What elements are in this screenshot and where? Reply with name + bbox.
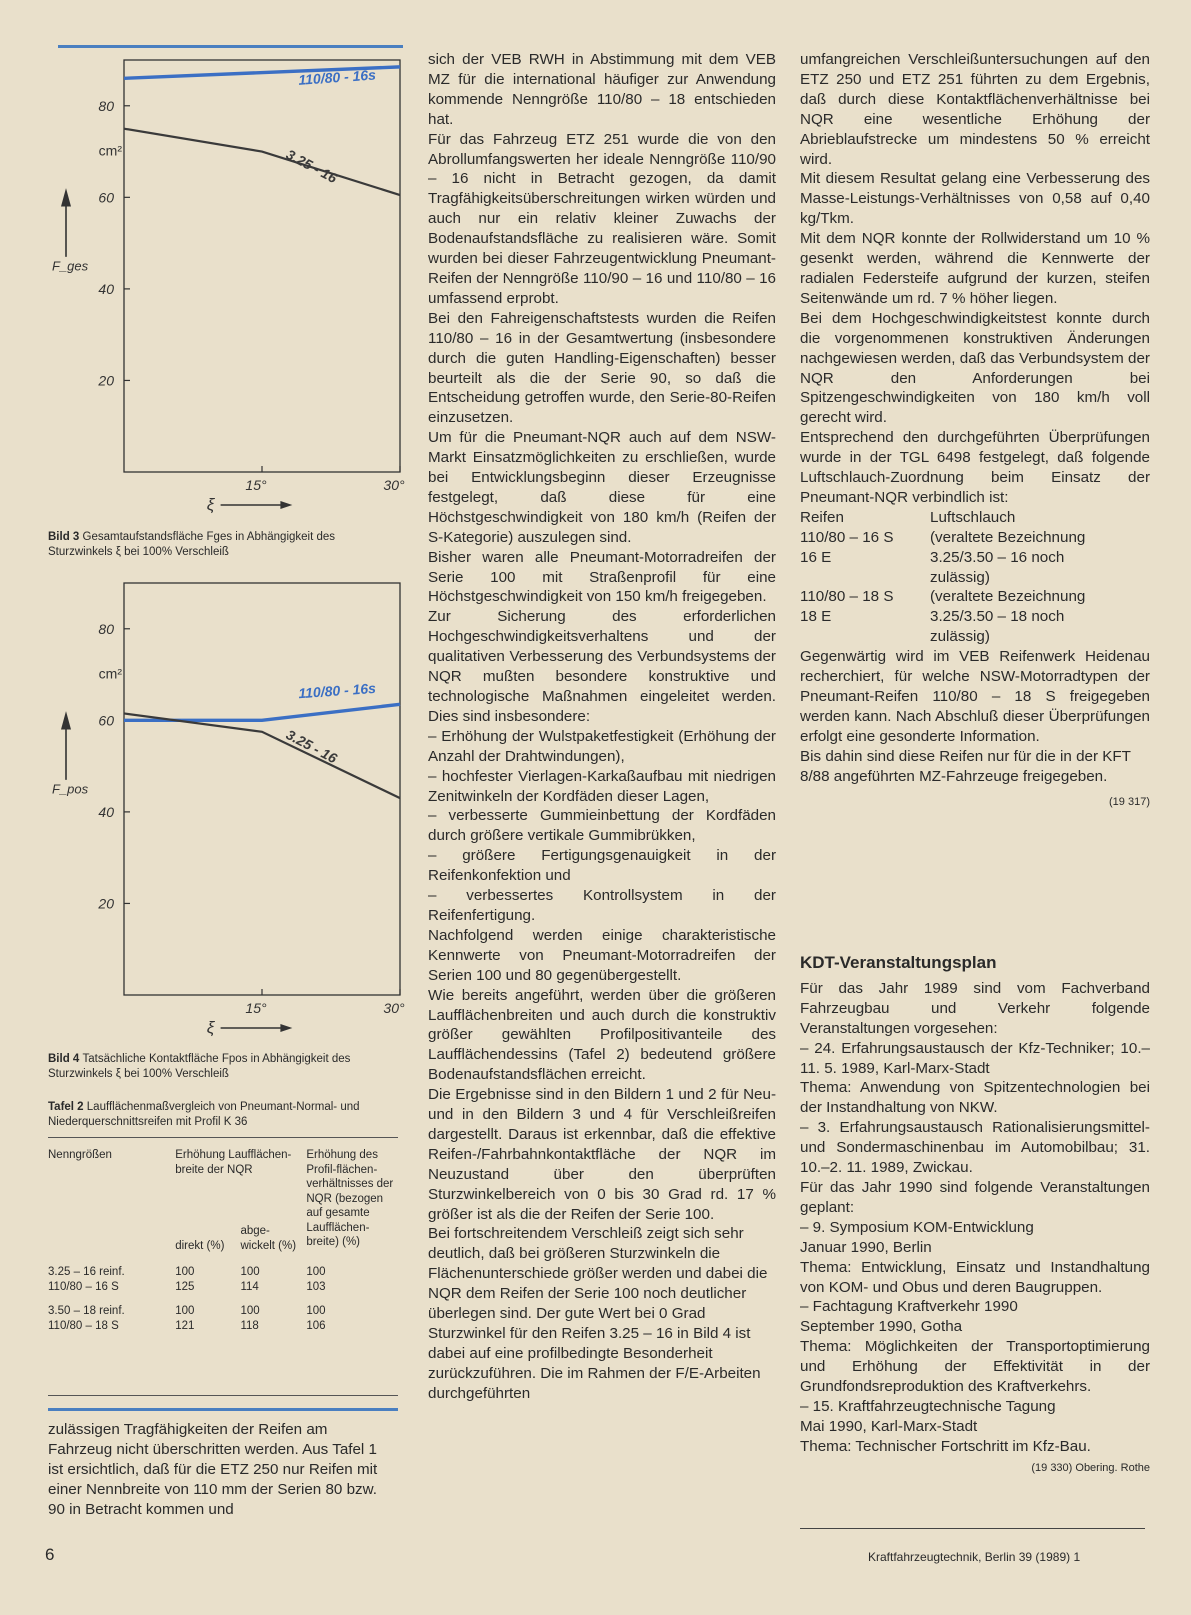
- col2-paragraph: Zur Sicherung des erforderlichen Hochgeschwindigkeitsverhaltens und der qualitativen Verbesserung des Verbundsystems der NQR mußten besondere konstruktive und technologische Maßnahmen eingeleitet werden. Dies sind insbesondere:: [428, 608, 776, 725]
- y-tick-label: 80: [98, 620, 114, 637]
- series-label: 110/80 - 16s: [297, 679, 377, 702]
- kdt-event: – 9. Symposium KOM-Entwicklung: [800, 1218, 1034, 1236]
- col1-paragraph: zulässigen Tragfähigkeiten der Reifen am Fahrzeug nicht überschritten werden. Aus Tafel 1 ist ersichtlich, daß für die ETZ 250 nur Reifen mit einer Nennbreite von 110 mm der Serien 80 bzw. 90 in Betracht kommen und: [48, 1421, 378, 1518]
- table2-title-text: Laufflächenmaßvergleich von Pneumant-Normal- und Niederquerschnittsreifen mit Profil K 36: [48, 1101, 360, 1128]
- table2-row-spacer: [48, 1294, 398, 1304]
- kdt-event: – 15. Kraftfahrzeugtechnische Tagung: [800, 1397, 1056, 1415]
- table2-header-direkt: direkt (%): [175, 1239, 225, 1252]
- col3-paragraph: Bis dahin sind diese Reifen nur für die in der KFT 8/88 angeführten MZ-Fahrzeuge freigegeben.: [800, 747, 1131, 785]
- assign-tube: 3.25/3.50 – 16 noch: [930, 548, 1065, 566]
- col3-paragraph: Mit dem NQR konnte der Rollwiderstand um 10 % gesenkt werden, während die Kennwerte der radialen Federsteife aufgrund der kurzen, steifen Seitenwände um rd. 7 % höher liegen.: [800, 230, 1150, 307]
- y-tick-label: 60: [98, 189, 114, 206]
- column-3: [800, 50, 1150, 812]
- x-axis-arrowhead: [280, 501, 292, 509]
- kdt-paragraph: Für das Jahr 1989 sind vom Fachverband Fahrzeugbau und Verkehr folgende Veranstaltungen vorgesehen:: [800, 979, 1150, 1037]
- table2-blue-rule: [48, 1408, 398, 1411]
- col2-list-item: – Erhöhung der Wulstpaketfestigkeit (Erhöhung der Anzahl der Drahtwindungen),: [428, 727, 776, 765]
- y-unit-label: cm²: [98, 142, 122, 159]
- table2-cell: 100: [306, 1305, 326, 1317]
- x-axis-arrowhead: [280, 1024, 292, 1032]
- kdt-event: – 24. Erfahrungsaustausch der Kfz-Techniker; 10.–11. 5. 1989, Karl-Marx-Stadt: [800, 1039, 1150, 1077]
- kdt-title: KDT-Veranstaltungsplan: [800, 953, 997, 972]
- col3-paragraph: Gegenwärtig wird im VEB Reifenwerk Heidenau recherchiert, für welche NSW-Motorradtypen der Pneumant-Reifen 110/80 – 18 S freigegeben werden kann. Nach Abschluß dieser Überprüfungen erfolgt eine gesonderte Information.: [800, 648, 1150, 745]
- assign-tube: (veraltete Bezeichnung: [930, 588, 1086, 606]
- series-label: 3.25 - 16: [283, 726, 340, 767]
- table2-cell: 100: [240, 1305, 260, 1317]
- column-2: [428, 50, 776, 1404]
- fig4-caption-label: Bild 4: [48, 1053, 80, 1065]
- table2-header-nenngroessen: Nenngrößen: [48, 1149, 112, 1161]
- table2-cell: 100: [306, 1266, 326, 1278]
- top-blue-rule: [58, 45, 403, 48]
- plot-frame: [124, 583, 400, 995]
- x-tick-label: 30°: [383, 1000, 405, 1016]
- fig3-caption-text: Gesamtaufstandsfläche Fges in Abhängigkeit des Sturzwinkels ξ bei 100% Verschleiß: [48, 531, 336, 558]
- y-axis-arrowhead: [61, 188, 71, 206]
- y-tick-label: 20: [98, 372, 114, 389]
- x-axis-label: ξ: [206, 1018, 215, 1037]
- table2-cell: 106: [306, 1319, 326, 1332]
- x-axis-label: ξ: [206, 495, 215, 514]
- kdt-ref: (19 330) Obering. Rothe: [1031, 1461, 1150, 1474]
- kdt-event-date: Januar 1990, Berlin: [800, 1238, 932, 1256]
- fig3-caption-label: Bild 3: [48, 531, 80, 543]
- plot-frame: [124, 60, 400, 472]
- y-axis-label: F_ges: [52, 258, 89, 274]
- column-1-tail: [48, 1420, 394, 1520]
- col2-paragraph: Für das Fahrzeug ETZ 251 wurde die von den Abrollumfangswerten her ideale Nenngröße 110/90 – 16 nicht in Betracht gezogen, da damit Tragfähigkeitsüberschreitungen wirken würden und auch nur ein relativ kleiner Zuwachs der Bodenaufstandsfläche zu realisieren wäre. Somit wurden bei dieser Fahrzeugentwicklung Pneumant-Reifen der Nenngröße 110/90 – 16 und 110/80 – 16 umfassend erprobt.: [428, 130, 776, 307]
- col2-paragraph: Um für die Pneumant-NQR auch auf dem NSW-Markt Einsatzmöglichkeiten zu erschließen, wurde bei Entwicklungsbeginn dieser Erzeugnisse festgelegt, daß diese für eine Höchstgeschwindigkeit von 180 km/h (Reifen der S-Kategorie) auszulegen sind.: [428, 429, 776, 546]
- assign-tube: (veraltete Bezeichnung: [930, 528, 1086, 546]
- y-tick-label: 40: [98, 803, 114, 820]
- kdt-event: – Fachtagung Kraftverkehr 1990: [800, 1298, 1018, 1316]
- table2-row: [48, 1304, 398, 1319]
- col3-ref: (19 317): [1109, 795, 1150, 808]
- fig4-caption: [48, 1052, 398, 1082]
- series-line-serie100: [124, 713, 400, 798]
- fig3-caption: [48, 530, 398, 560]
- table2-row: [48, 1319, 398, 1334]
- x-tick-label: 15°: [245, 1000, 267, 1016]
- kdt-event-date: September 1990, Gotha: [800, 1318, 963, 1336]
- kdt-event-topic: Thema: Technischer Fortschritt im Kfz-Bau.: [800, 1437, 1091, 1455]
- assign-tire: 110/80 – 18 S: [800, 588, 894, 606]
- table2-cell: 103: [306, 1280, 326, 1293]
- table2-row: [48, 1265, 398, 1280]
- col3-paragraph: umfangreichen Verschleißuntersuchungen auf den ETZ 250 und ETZ 251 führten zu dem Ergebnis, daß durch diese Kontaktflächenverhältnisse bei NQR eine wesentliche Erhöhung der Abrieblaufstrecke um mindestens 50 % erreicht wird.: [800, 51, 1150, 168]
- tube-assignment: [800, 508, 1150, 647]
- table2-bottom-rule: [48, 1395, 398, 1396]
- assign-tire: 18 E: [800, 608, 832, 626]
- table2-header-abgewickelt: abge-wickelt (%): [240, 1225, 297, 1252]
- col3-paragraph: Entsprechend den durchgeführten Überprüfungen wurde in der TGL 6498 festgelegt, daß folgende Luftschlauch-Zuordnung beim Einsatz der Pneumant-NQR verbindlich ist:: [800, 429, 1150, 506]
- chart-bild3: [40, 52, 410, 522]
- table2-cell: 125: [175, 1280, 195, 1293]
- table2-cell: 100: [240, 1266, 260, 1278]
- table2-cell: 114: [240, 1280, 259, 1293]
- col3-paragraph: Mit diesem Resultat gelang eine Verbesserung des Masse-Leistungs-Verhältnisses von 0,58 auf 0,40 kg/Tkm.: [800, 170, 1150, 228]
- table2-cell: 3.50 – 18 reinf.: [48, 1305, 125, 1317]
- assign-header-reifen: Reifen: [800, 508, 844, 526]
- y-tick-label: 80: [98, 97, 114, 114]
- table2-cell: 100: [175, 1305, 195, 1317]
- kdt-section: [800, 953, 1150, 1479]
- fig4-caption-text: Tatsächliche Kontaktfläche Fpos in Abhängigkeit des Sturzwinkels ξ bei 100% Verschleiß: [48, 1053, 351, 1080]
- col2-list-item: – hochfester Vierlagen-Karkaßaufbau mit niedrigen Zenitwinkeln der Kordfäden dieser Lagen,: [428, 767, 776, 805]
- journal-footer: Kraftfahrzeugtechnik, Berlin 39 (1989) 1: [868, 1550, 1081, 1564]
- col2-list-item: – verbessertes Kontrollsystem in der Reifenfertigung.: [428, 887, 776, 924]
- kdt-event-date: Mai 1990, Karl-Marx-Stadt: [800, 1417, 978, 1435]
- table2-row: [48, 1280, 398, 1295]
- table2-cell: 110/80 – 16 S: [48, 1280, 119, 1293]
- col3-paragraph: Bei dem Hochgeschwindigkeitstest konnte durch die vorgenommenen konstruktiven Änderungen nachgewiesen werden, daß das Verbundsystem der NQR den Anforderungen bei Spitzengeschwindigkeiten von 180 km/h voll gerecht wird.: [800, 309, 1150, 427]
- table2-cell: 110/80 – 18 S: [48, 1319, 119, 1332]
- table2-header-laufflaechenbreite: Erhöhung Laufflächen-breite der NQR: [175, 1149, 292, 1176]
- assign-tube: zulässig): [930, 628, 990, 646]
- assign-header-luftschlauch: Luftschlauch: [930, 508, 1016, 526]
- col2-list-item: – verbesserte Gummieinbettung der Kordfäden durch größere vertikale Gummibrükken,: [428, 807, 776, 845]
- table2-cell: 3.25 – 16 reinf.: [48, 1266, 125, 1278]
- series-label: 110/80 - 16s: [297, 66, 377, 88]
- table2: [48, 1148, 398, 1333]
- table2-title: [48, 1100, 398, 1130]
- series-line-serie100: [124, 129, 400, 195]
- kdt-event-topic: Thema: Entwicklung, Einsatz und Instandhaltung von KOM- und Obus und deren Baugruppen.: [800, 1258, 1150, 1296]
- col2-paragraph: Bei fortschreitendem Verschleiß zeigt sich sehr deutlich, daß bei größeren Sturzwinkeln die Flächenunterschiede größer werden und dabei die NQR dem Reifen der Serie 100 noch deutlicher überlegen sind. Der gute Wert bei 0 Grad Sturzwinkel für den Reifen 3.25 – 16 in Bild 4 ist dabei auf eine profilbedingte Besonderheit zurückzuführen. Die im Rahmen der F/E-Arbeiten durchgeführten: [428, 1225, 768, 1402]
- col2-paragraph: Die Ergebnisse sind in den Bildern 1 und 2 für Neu- und in den Bildern 3 und 4 für Verschleißreifen dargestellt. Daraus ist erkennbar, daß die effektive Reifen-/Fahrbahnkontaktfläche der NQR im Neuzustand über den überprüften Sturzwinkelbereich von 0 bis 30 Grad rd. 17 % größer ist als die der Reifen der Serie 100.: [428, 1086, 776, 1223]
- y-tick-label: 20: [98, 895, 114, 912]
- table2-header-row: [48, 1148, 398, 1177]
- kdt-event-topic: Thema: Möglichkeiten der Transportoptimierung und Erhöhung der Effektivität in der Grundfondsreproduktion des Kraftverkehrs.: [800, 1338, 1150, 1396]
- col2-paragraph: sich der VEB RWH in Abstimmung mit dem VEB MZ für die international häufiger zur Anwendung kommende Nenngröße 110/80 – 18 entschieden hat.: [428, 51, 776, 128]
- y-tick-label: 60: [98, 712, 114, 729]
- assign-tube: zulässig): [930, 568, 990, 586]
- col2-paragraph: Nachfolgend werden einige charakteristische Kennwerte von Pneumant-Motorradreifen der Serien 100 und 80 gegenübergestellt.: [428, 926, 776, 984]
- col2-paragraph: Wie bereits angeführt, werden über die größeren Laufflächenbreiten und auch durch die konstruktiv größer gewählten Profilpositivanteile des Laufflächendessins (Tafel 2) bedeutend größere Bodenaufstandsflächen erreicht.: [428, 986, 776, 1084]
- kdt-bottom-rule: [800, 1528, 1145, 1529]
- y-tick-label: 40: [98, 280, 114, 297]
- y-axis-label: F_pos: [52, 781, 89, 797]
- kdt-event-topic: Thema: Anwendung von Spitzentechnologien bei der Instandhaltung von NKW.: [800, 1079, 1150, 1117]
- y-unit-label: cm²: [98, 665, 122, 682]
- col2-paragraph: Bei den Fahreigenschaftstests wurden die Reifen 110/80 – 16 in der Gesamtwertung (insbesondere durch die guten Handling-Eigenschaften) besser beurteilt als die der Serie 90, so daß die Entscheidung getroffen wurde, den Serie-80-Reifen einzusetzen.: [428, 309, 776, 427]
- assign-tire: 110/80 – 16 S: [800, 528, 894, 546]
- table2-cell: 121: [175, 1319, 195, 1332]
- col2-paragraph: Bisher waren alle Pneumant-Motorradreifen der Serie 100 mit Straßenprofil für eine Höchstgeschwindigkeit von 150 km/h freigegeben.: [428, 548, 776, 606]
- page-number: 6: [45, 1545, 55, 1564]
- table2-header-profilflaechen: Erhöhung des Profil-flächen-verhältnisses der NQR (bezogen auf gesamte Laufflächen-breite) (%): [306, 1149, 394, 1248]
- table2-row-spacer: [48, 1253, 398, 1265]
- assign-tire: 16 E: [800, 548, 832, 566]
- chart-bild4: [40, 575, 410, 1045]
- series-label: 3.25 - 16: [283, 146, 340, 187]
- kdt-paragraph: Für das Jahr 1990 sind folgende Veranstaltungen geplant:: [800, 1178, 1150, 1216]
- x-tick-label: 30°: [383, 477, 405, 493]
- assign-tube: 3.25/3.50 – 18 noch: [930, 608, 1065, 626]
- table2-title-label: Tafel 2: [48, 1101, 84, 1113]
- table2-cell: 118: [240, 1319, 259, 1332]
- table2-top-rule: [48, 1137, 398, 1138]
- col2-list-item: – größere Fertigungsgenauigkeit in der Reifenkonfektion und: [428, 847, 776, 885]
- y-axis-arrowhead: [61, 711, 71, 729]
- x-tick-label: 15°: [245, 477, 267, 493]
- table2-cell: 100: [175, 1266, 195, 1278]
- kdt-event: – 3. Erfahrungsaustausch Rationalisierungsmittel- und Sondermaschinenbau im Automobilbau; 31. 10.–2. 11. 1989, Zwickau.: [800, 1119, 1150, 1177]
